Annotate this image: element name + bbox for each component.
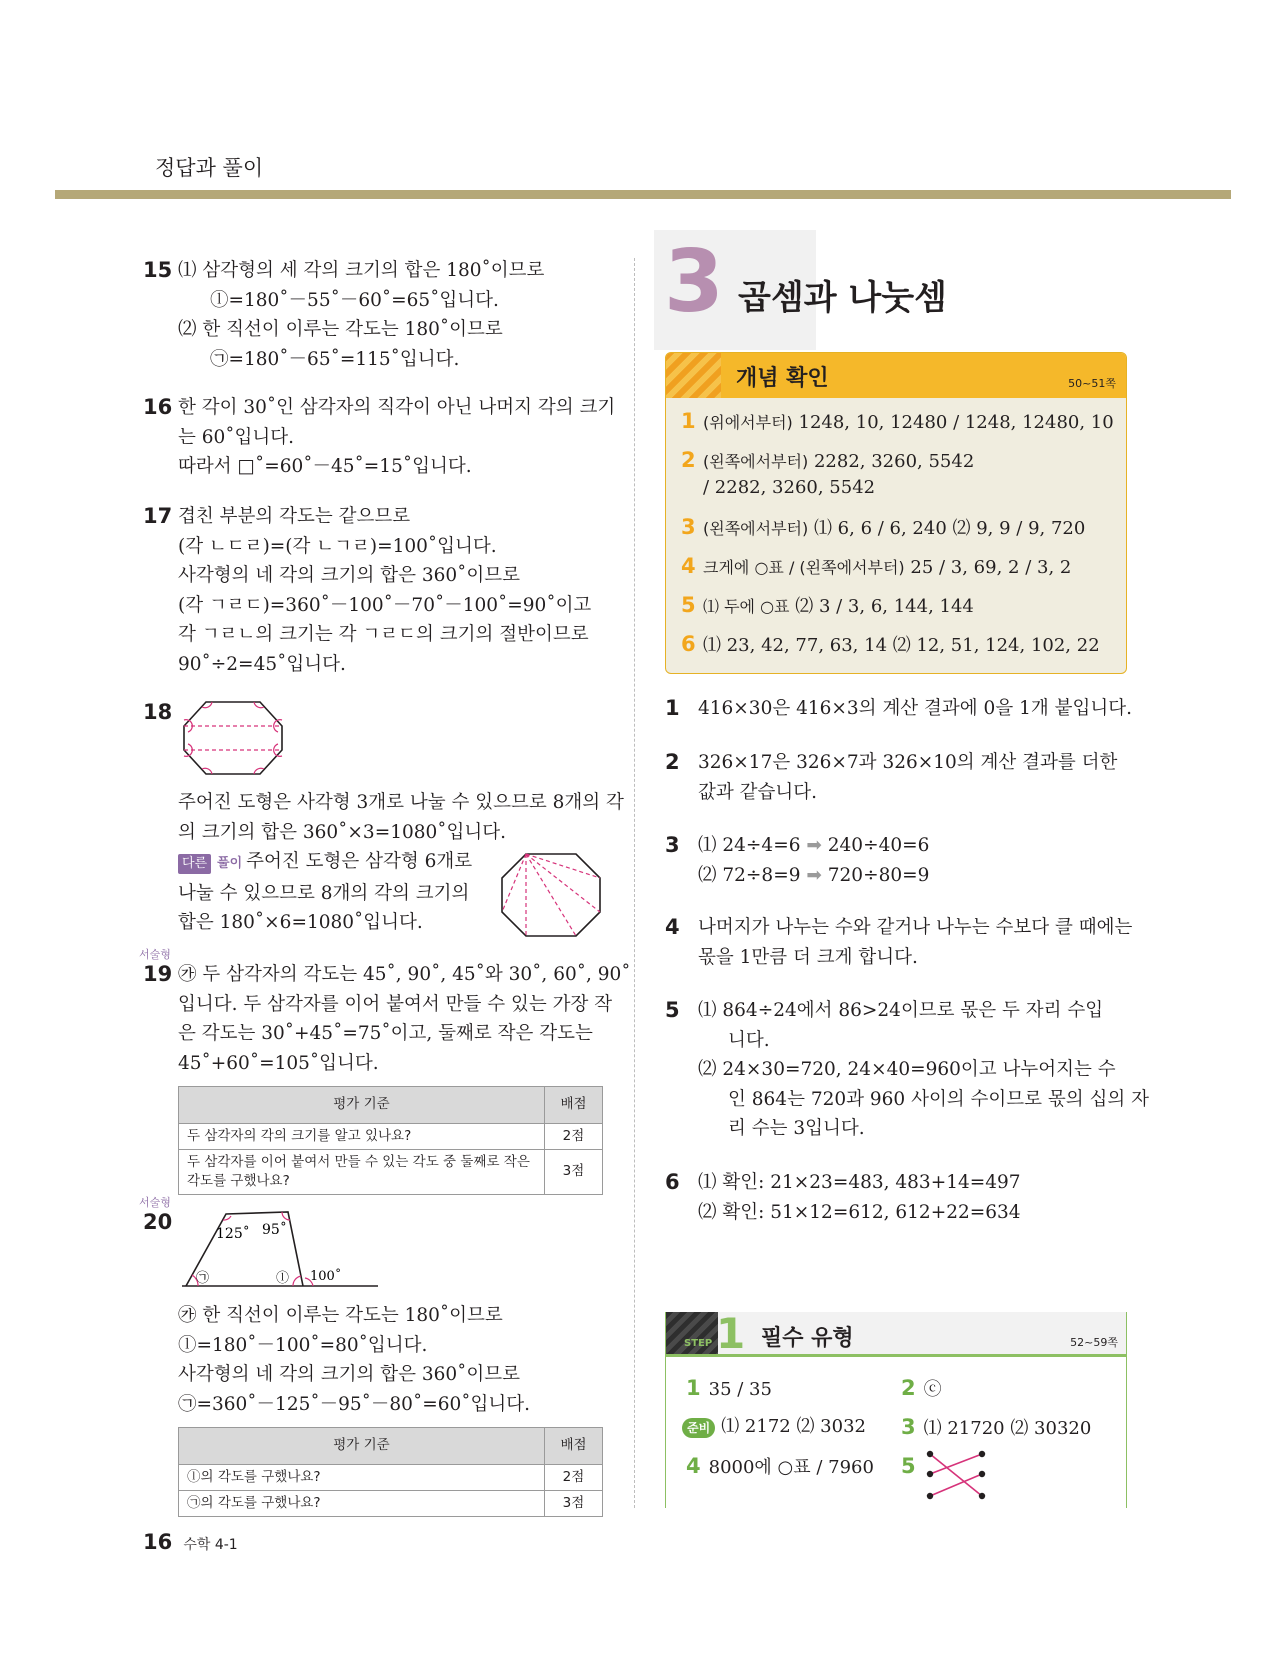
table-row: [179, 1149, 603, 1194]
answer-line: 사각형의 네 각의 크기의 합은 360˚이므로: [178, 1364, 521, 1385]
chapter3-problem-1: [665, 694, 1135, 724]
problem-number: 3: [665, 833, 680, 857]
step-item: 5: [901, 1454, 916, 1478]
answer-line: 인 864는 720과 960 사이의 수이므로 몫의 십의 자: [728, 1088, 1150, 1110]
step-number: 1: [716, 1309, 746, 1358]
problem-number: 5: [665, 998, 680, 1022]
answer-line: 나눌 수 있으므로 8개의 각의 크기의: [178, 882, 470, 904]
arrow-icon: ➡: [806, 864, 822, 886]
answer-line: 주어진 도형은 사각형 3개로 나눌 수 있으므로 8개의 각: [178, 792, 624, 813]
problem-20: [139, 1196, 613, 1517]
angle-marker: ㉠: [196, 1271, 210, 1286]
answer-line: 몫을 1만큼 더 크게 합니다.: [698, 946, 918, 968]
chapter3-problem-4: [665, 913, 1135, 972]
answer-line: 은 각도는 30˚+45˚=75˚이고, 둘째로 작은 각도는: [178, 1023, 593, 1044]
answer-line: ⑴ 확인: 21×23=483, 483+14=497: [698, 1172, 1021, 1193]
concept-item: 5 ⑴ 두에 ○표 ⑵ 3 / 3, 6, 144, 144: [681, 593, 974, 617]
answer-line: 값과 같습니다.: [698, 781, 817, 803]
criteria-cell: 두 삼각자를 이어 붙여서 만들 수 있는 각도 중 둘째로 작은 각도를 구했나요?: [179, 1149, 545, 1194]
answer-line: 주어진 도형은 삼각형 6개로: [246, 851, 473, 872]
answer-line: ㉠=360˚－125˚－95˚－80˚=60˚입니다.: [178, 1393, 530, 1415]
answer-line: ⑵ 한 직선이 이루는 각도는 180˚이므로: [178, 319, 503, 340]
answer-line: 한 각이 30˚인 삼각자의 직각이 아닌 나머지 각의 크기: [178, 397, 616, 418]
concept-item: 2 (왼쪽에서부터) 2282, 3260, 5542: [681, 448, 975, 472]
step-title: 필수 유형: [761, 1326, 854, 1351]
octagon-figure: [178, 698, 288, 778]
answer-line: 는 60˚입니다.: [178, 426, 295, 448]
problem-15: [143, 256, 613, 374]
answer-line: 입니다. 두 삼각자를 이어 붙여서 만들 수 있는 가장 작: [178, 993, 613, 1015]
arrow-icon: ➡: [806, 835, 822, 856]
criteria-cell: ⓛ의 각도를 구했나요?: [179, 1464, 545, 1490]
problem-number: 15: [143, 258, 173, 282]
answer-line: ⑵ 24×30=720, 24×40=960이고 나누어지는 수: [698, 1059, 1116, 1080]
answer-line: 각 ㄱㄹㄴ의 크기는 각 ㄱㄹㄷ의 크기의 절반이므로: [178, 624, 589, 645]
step-item: 4 8000에 ○표 / 7960: [686, 1454, 874, 1478]
answer-line: 의 크기의 합은 360˚×3=1080˚입니다.: [178, 821, 507, 843]
criteria-cell: 두 삼각자의 각의 크기를 알고 있나요?: [179, 1123, 545, 1149]
problem-number: 20: [143, 1210, 173, 1234]
header-title: 정답과 풀이: [155, 156, 264, 180]
column-divider: [634, 258, 635, 1508]
answer-line: ⑴ 24÷4=6 ➡ 240÷40=6: [698, 835, 930, 856]
alt-solution-label: 풀이: [217, 856, 243, 871]
answer-line: ⓛ=180˚－100˚=80˚입니다.: [178, 1334, 428, 1356]
concept-check-header: [666, 353, 1126, 398]
step-item: 1 35 / 35: [686, 1376, 772, 1400]
grading-header-score: 배점: [545, 1087, 603, 1124]
answer-line: 326×17은 326×7과 326×10의 계산 결과를 더한: [698, 752, 1118, 773]
concept-check-title: 개념 확인: [736, 366, 829, 391]
answer-line: ⑴ 삼각형의 세 각의 크기의 합은 180˚이므로: [178, 260, 545, 281]
page-footer: [143, 1530, 238, 1554]
page-number: 16: [143, 1530, 173, 1554]
answer-line: ㉠=180˚－65˚=115˚입니다.: [210, 348, 460, 370]
score-cell: 3점: [545, 1490, 603, 1516]
grading-header-score: 배점: [545, 1428, 603, 1465]
problem-19: [139, 948, 631, 1195]
essay-tag: 서술형: [139, 948, 171, 961]
concept-item: 6 ⑴ 23, 42, 77, 63, 14 ⑵ 12, 51, 124, 102, 22: [681, 632, 1100, 656]
problem-number: 1: [665, 696, 680, 720]
concept-item-continued: / 2282, 3260, 5542: [703, 477, 876, 498]
problem-number: 18: [143, 700, 173, 724]
step-item: 3 ⑴ 21720 ⑵ 30320: [901, 1415, 1092, 1439]
chapter-number: 3: [664, 232, 724, 332]
answer-line: ㉮ 두 삼각자의 각도는 45˚, 90˚, 45˚와 30˚, 60˚, 90˚: [178, 964, 631, 985]
concept-check-box: [665, 352, 1127, 674]
answer-line: ⑴ 864÷24에서 86>24이므로 몫은 두 자리 수입: [698, 1000, 1104, 1021]
page-range: 50~51쪽: [1068, 377, 1116, 390]
concept-item: 1 (위에서부터) 1248, 10, 12480 / 1248, 12480, 10: [681, 409, 1114, 433]
header-rule: [55, 190, 1231, 199]
answer-line: 따라서 □˚=60˚－45˚=15˚입니다.: [178, 456, 472, 477]
concept-item: 3 (왼쪽에서부터) ⑴ 6, 6 / 6, 240 ⑵ 9, 9 / 9, 720: [681, 515, 1086, 539]
angle-label: 100˚: [310, 1269, 342, 1284]
problem-number: 6: [665, 1170, 680, 1194]
angle-marker: ⓛ: [276, 1271, 290, 1286]
answer-line: 사각형의 네 각의 크기의 합은 360˚이므로: [178, 565, 521, 586]
problem-number: 17: [143, 504, 173, 528]
problem-number: 2: [665, 750, 680, 774]
answer-line: ㉮ 한 직선이 이루는 각도는 180˚이므로: [178, 1305, 503, 1326]
chapter-title: 곱셈과 나눗셈: [738, 278, 947, 318]
answer-line: 45˚+60˚=105˚입니다.: [178, 1052, 379, 1074]
angle-label: 125˚: [216, 1226, 250, 1242]
answer-line: 리 수는 3입니다.: [728, 1118, 865, 1139]
answer-line: 니다.: [728, 1029, 770, 1051]
step-item: 준비 ⑴ 2172 ⑵ 3032: [682, 1413, 866, 1441]
answer-line: 90˚÷2=45˚입니다.: [178, 653, 346, 675]
quadrilateral-figure: [178, 1208, 378, 1293]
score-cell: 2점: [545, 1123, 603, 1149]
chapter3-problem-3: [665, 831, 1135, 890]
answer-line: ⑵ 확인: 51×12=612, 612+22=634: [698, 1201, 1021, 1223]
score-cell: 3점: [545, 1149, 603, 1194]
problem-18: [143, 698, 624, 938]
chapter3-problem-6: [665, 1168, 1135, 1227]
alt-solution-badge: 다른: [178, 854, 211, 874]
grading-table: [178, 1427, 603, 1517]
table-row: [179, 1490, 603, 1516]
answer-line: 416×30은 416×3의 계산 결과에 0을 1개 붙입니다.: [698, 698, 1132, 719]
answer-line: 나머지가 나누는 수와 같거나 나누는 수보다 클 때에는: [698, 917, 1133, 938]
prep-badge: 준비: [682, 1418, 715, 1438]
table-row: [179, 1123, 603, 1149]
answer-line: ⑵ 72÷8=9 ➡ 720÷80=9: [698, 864, 930, 886]
chapter3-problem-2: [665, 748, 1135, 807]
answer-line: (각 ㄴㄷㄹ)=(각 ㄴㄱㄹ)=100˚입니다.: [178, 535, 497, 557]
answer-line: ⓛ=180˚－55˚－60˚=65˚입니다.: [210, 289, 499, 311]
subject-label: 수학 4-1: [183, 1537, 238, 1553]
problem-number: 4: [665, 915, 680, 939]
grading-table: [178, 1086, 603, 1195]
problem-17: [143, 502, 613, 679]
header-stripe: [666, 353, 721, 398]
answer-line: (각 ㄱㄹㄷ)=360˚－100˚－70˚－100˚=90˚이고: [178, 594, 592, 616]
table-row: [179, 1464, 603, 1490]
problem-16: [143, 393, 616, 482]
answer-line: 겹친 부분의 각도는 같으므로: [178, 506, 411, 527]
chapter3-problem-5: [665, 996, 1150, 1144]
criteria-cell: ㉠의 각도를 구했나요?: [179, 1490, 545, 1516]
angle-label: 95˚: [262, 1222, 287, 1238]
grading-header-criteria: 평가 기준: [179, 1087, 545, 1124]
essay-tag: 서술형: [139, 1196, 171, 1209]
problem-number: 16: [143, 395, 173, 419]
step-item: 2 ⓒ: [901, 1376, 942, 1400]
octagon-triangles-figure: [496, 850, 606, 940]
concept-item: 4 크게에 ○표 / (왼쪽에서부터) 25 / 3, 69, 2 / 3, 2: [681, 554, 1072, 578]
matching-lines-figure: [924, 1448, 988, 1504]
step-word: STEP: [684, 1338, 713, 1349]
page-range: 52~59쪽: [1070, 1336, 1118, 1349]
grading-header-criteria: 평가 기준: [179, 1428, 545, 1465]
score-cell: 2점: [545, 1464, 603, 1490]
answer-line: 합은 180˚×6=1080˚입니다.: [178, 912, 423, 933]
step1-header: [666, 1309, 1126, 1358]
problem-number: 19: [143, 962, 173, 986]
step1-box: [665, 1309, 1127, 1508]
